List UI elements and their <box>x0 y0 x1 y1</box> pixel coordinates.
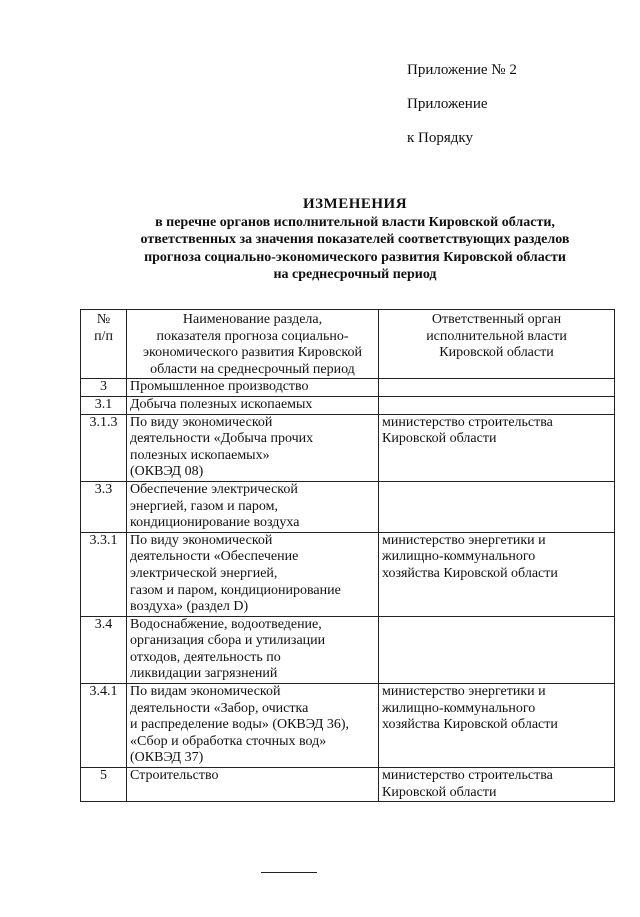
row-number: 3.3 <box>81 481 127 532</box>
cell-text: Обеспечение электрической <box>130 481 298 497</box>
row-responsible-body <box>379 768 615 802</box>
cell-text: Водоснабжение, водоотведение, <box>130 616 322 632</box>
header-text: Наименование раздела, <box>182 312 323 327</box>
cell-text: деятельности «Забор, очистка <box>130 700 309 716</box>
changes-table <box>80 309 615 802</box>
row-responsible-body <box>379 532 615 616</box>
header-text: экономического развития Кировской <box>142 345 363 361</box>
row-number: 3.4 <box>81 616 127 683</box>
row-section-name <box>127 379 379 397</box>
cell-text: жилищно-коммунального <box>382 700 536 716</box>
header-number <box>81 310 127 379</box>
row-section-name <box>127 396 379 414</box>
cell-text: электрической энергией, <box>130 565 278 581</box>
row-responsible-body <box>379 414 615 481</box>
cell-text: Кировской области <box>382 431 497 447</box>
cell-text: По виду экономической <box>130 532 273 548</box>
row-number: 3 <box>81 379 127 397</box>
row-section-name <box>127 414 379 481</box>
appendix-number: Приложение № 2 <box>407 62 517 78</box>
title-line: прогноза социально-экономического развития Кировской области <box>144 249 566 265</box>
title-line: на среднесрочный период <box>273 267 437 282</box>
cell-text: и распределение воды» (ОКВЭД 36), <box>130 717 350 733</box>
header-responsible-body <box>379 310 615 379</box>
cell-text: (ОКВЭД 37) <box>130 750 204 766</box>
cell-text: Промышленное производство <box>130 379 309 395</box>
cell-text: воздуха» (раздел D) <box>130 599 249 615</box>
appendix-label: Приложение <box>407 96 488 112</box>
cell-text: Кировской области <box>382 784 497 800</box>
header-text: № <box>96 312 111 327</box>
header-text: Ответственный орган <box>431 312 562 327</box>
footer-divider <box>261 872 317 873</box>
row-number: 3.1 <box>81 396 127 414</box>
cell-text: полезных ископаемых» <box>130 447 270 463</box>
row-section-name <box>127 684 379 768</box>
cell-text: хозяйства Кировской области <box>382 565 558 581</box>
row-section-name <box>127 481 379 532</box>
row-responsible-body <box>379 481 615 532</box>
row-section-name <box>127 616 379 683</box>
table-row <box>81 396 615 414</box>
cell-text: деятельности «Обеспечение <box>130 549 299 565</box>
table-row <box>81 684 615 768</box>
row-number: 3.1.3 <box>81 414 127 481</box>
cell-text: Добыча полезных ископаемых <box>130 396 313 412</box>
table-row <box>81 768 615 802</box>
row-section-name <box>127 532 379 616</box>
row-number: 5 <box>81 768 127 802</box>
row-responsible-body <box>379 379 615 397</box>
row-number: 3.4.1 <box>81 684 127 768</box>
cell-text: министерство энергетики и <box>382 532 546 548</box>
table-row <box>81 414 615 481</box>
cell-text: деятельности «Добыча прочих <box>130 431 314 447</box>
row-section-name <box>127 768 379 802</box>
header-text: исполнительной власти <box>426 328 567 344</box>
cell-text: министерство энергетики и <box>382 684 546 700</box>
cell-text: кондиционирование воздуха <box>130 515 300 531</box>
cell-text: газом и паром, кондиционирование <box>130 582 341 598</box>
row-number: 3.3.1 <box>81 532 127 616</box>
row-responsible-body <box>379 396 615 414</box>
row-responsible-body <box>379 616 615 683</box>
table-header-row <box>81 310 615 379</box>
cell-text: отходов, деятельность по <box>130 649 281 665</box>
appendix-reference: к Порядку <box>407 130 473 146</box>
header-section-name <box>127 310 379 379</box>
cell-text: министерство строительства <box>382 414 553 430</box>
cell-text: По виду экономической <box>130 414 273 430</box>
row-responsible-body <box>379 684 615 768</box>
cell-text: жилищно-коммунального <box>382 549 536 565</box>
cell-text: По видам экономической <box>130 684 281 700</box>
cell-text: энергией, газом и паром, <box>130 498 278 514</box>
title-line: в перечне органов исполнительной власти Кировской области, <box>155 214 555 230</box>
table-row <box>81 616 615 683</box>
cell-text: организация сбора и утилизации <box>130 633 326 649</box>
title-line: ответственных за значения показателей соответствующих разделов <box>140 232 570 247</box>
document-title <box>60 196 640 284</box>
cell-text: (ОКВЭД 08) <box>130 464 204 480</box>
table-row <box>81 379 615 397</box>
cell-text: министерство строительства <box>382 768 553 784</box>
table-row <box>81 532 615 616</box>
cell-text: ликвидации загрязнений <box>130 666 278 682</box>
title-heading: ИЗМЕНЕНИЯ <box>302 196 408 212</box>
header-text: показателя прогноза социально- <box>156 328 349 344</box>
cell-text: Строительство <box>130 768 219 784</box>
cell-text: хозяйства Кировской области <box>382 717 558 733</box>
table-row <box>81 481 615 532</box>
header-text: области на среднесрочный период <box>150 361 355 377</box>
header-text: Кировской области <box>439 345 554 361</box>
cell-text: «Сбор и обработка сточных вод» <box>130 733 327 749</box>
header-text: п/п <box>94 328 113 344</box>
